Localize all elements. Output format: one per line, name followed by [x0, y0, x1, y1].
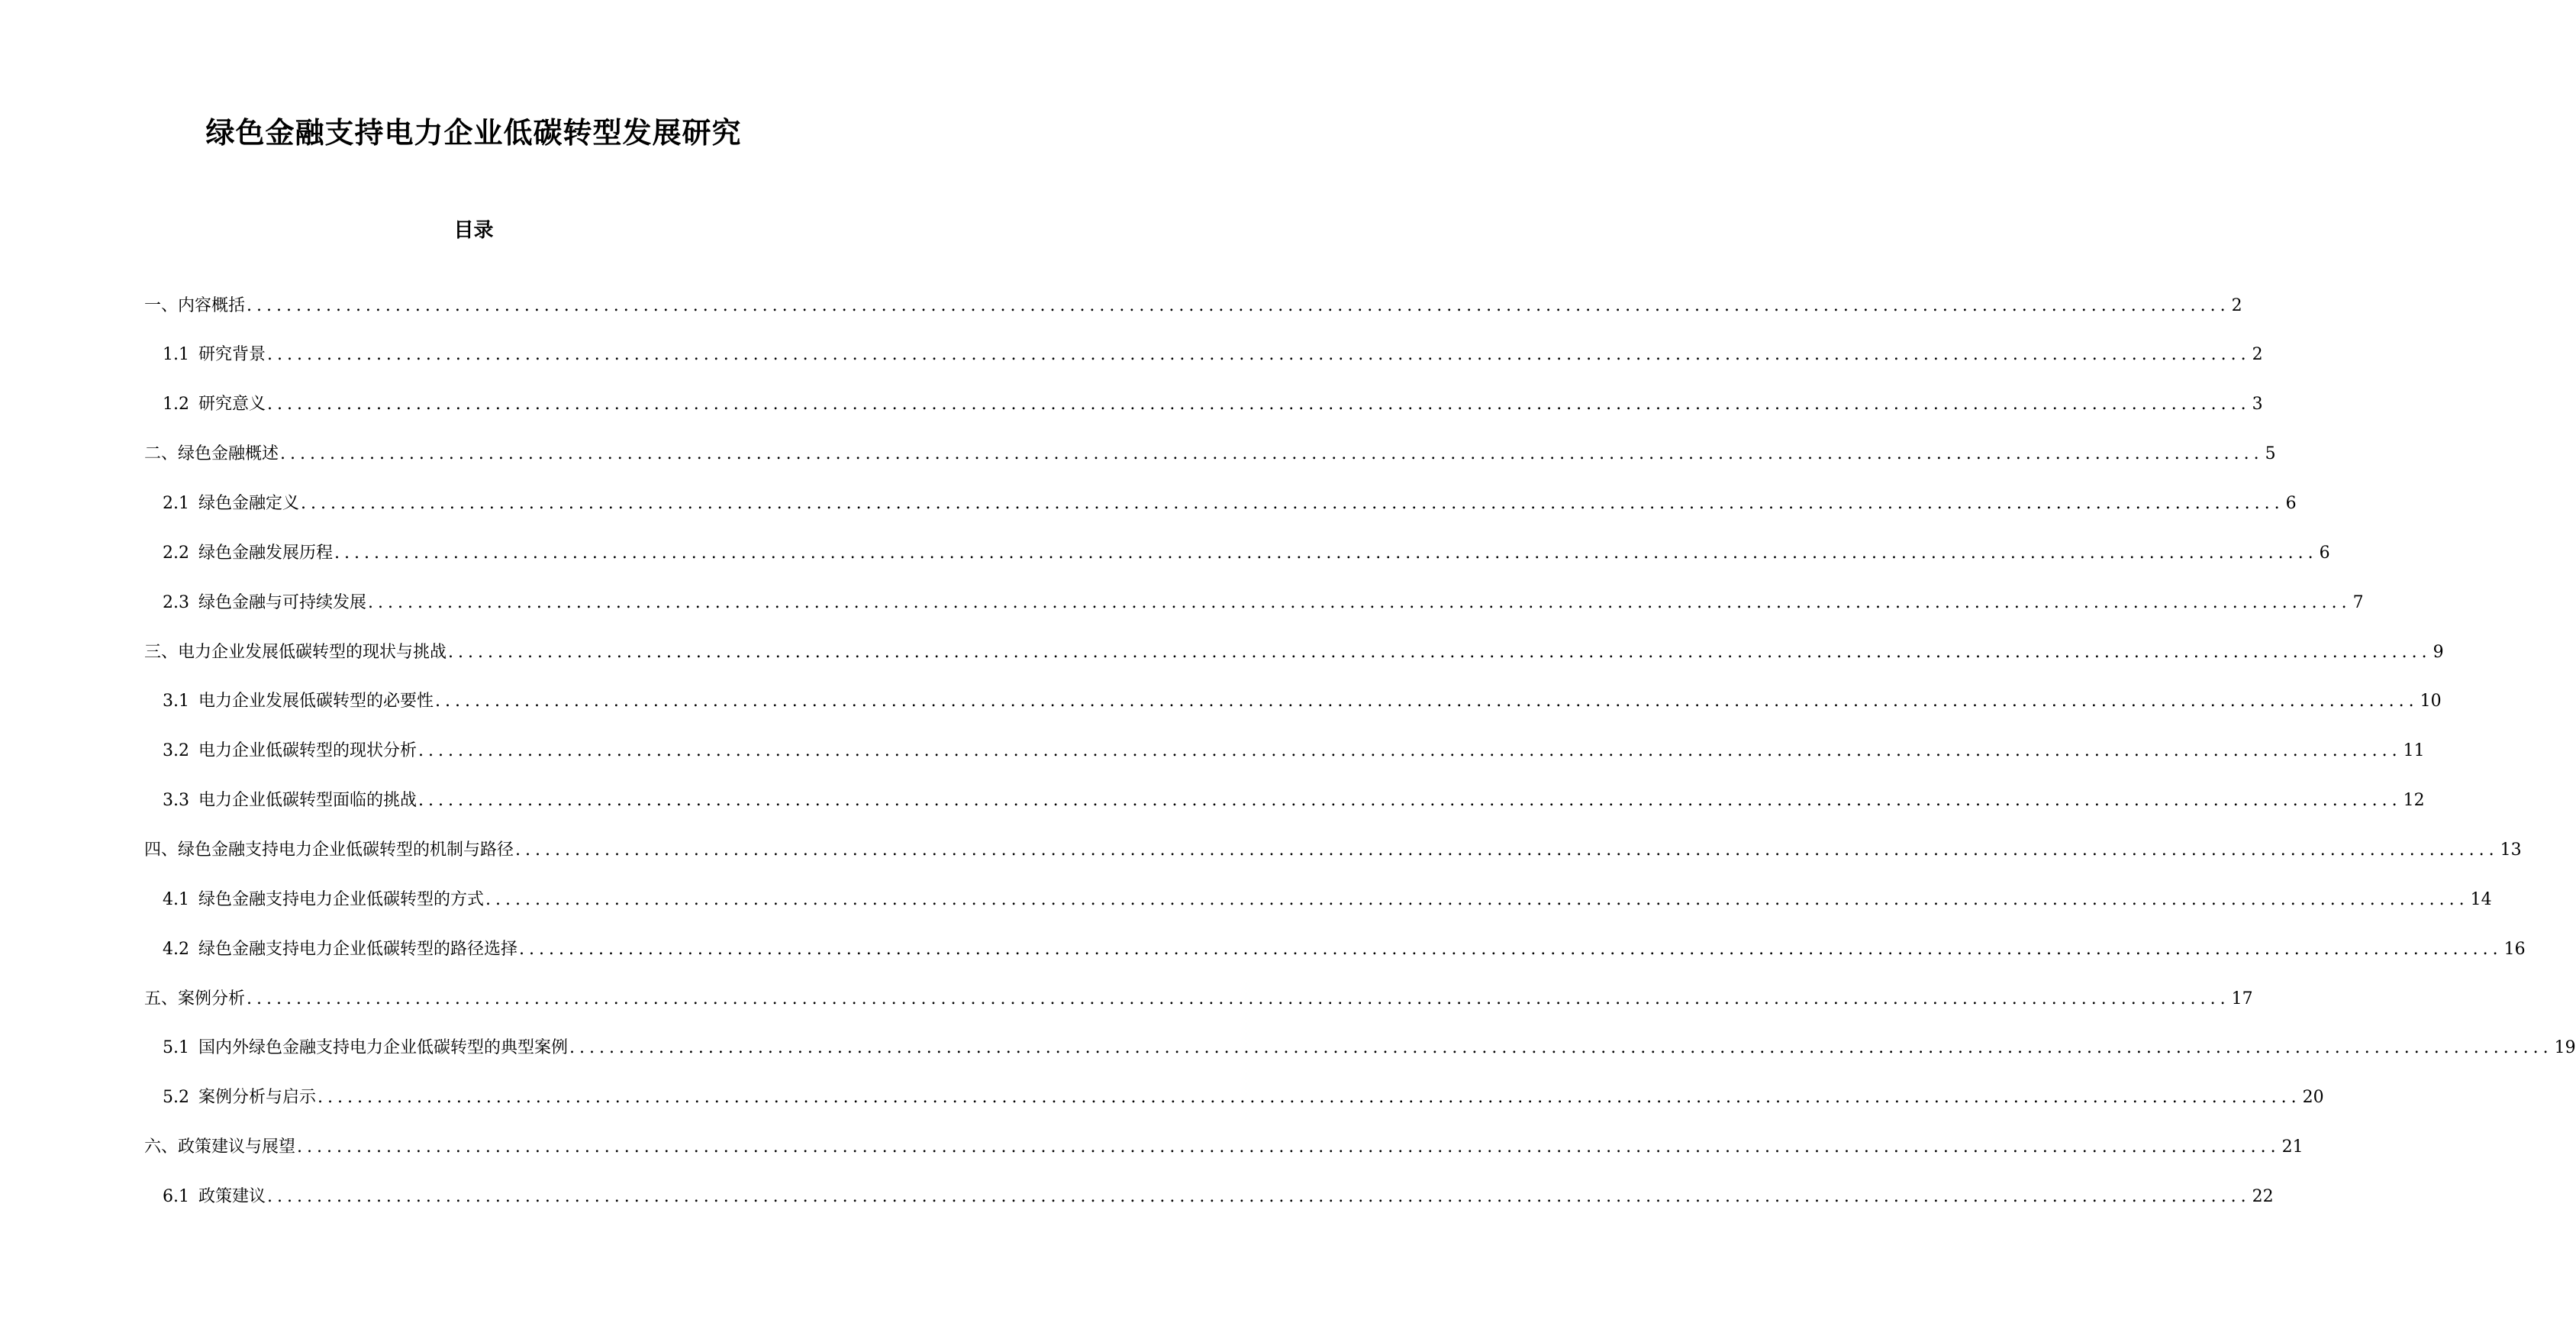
toc-entry[interactable] [163, 492, 2297, 515]
toc-page-number: 2 [2252, 345, 2263, 364]
toc-entry-title: 六、政策建议与展望 [144, 1137, 296, 1157]
toc-dot-leader: ........................................................................................................................................................................................................ [515, 841, 2499, 860]
toc-page-number: 9 [2433, 643, 2444, 662]
toc-section-number: 1.2 [163, 395, 189, 414]
toc-entry[interactable] [144, 641, 2444, 664]
toc-dot-leader: ........................................................................................................................................................................................................ [485, 890, 2469, 909]
toc-page-number: 13 [2500, 841, 2522, 860]
toc-heading: 目录 [453, 219, 494, 242]
toc-section-number: 1.1 [163, 345, 189, 364]
toc-page-number: 3 [2252, 395, 2263, 414]
toc-dot-leader: ........................................................................................................................................................................................................ [267, 395, 2251, 414]
toc-dot-leader: ........................................................................................................................................................................................................ [569, 1038, 2553, 1057]
toc-entry[interactable] [144, 443, 2276, 466]
toc-entry-title: 政策建议 [198, 1187, 266, 1206]
toc-page-number: 6 [2319, 544, 2330, 563]
toc-entry[interactable] [163, 393, 2263, 416]
toc-dot-leader: ........................................................................................................................................................................................................ [247, 296, 2230, 315]
toc-dot-leader: ........................................................................................................................................................................................................ [418, 791, 2402, 810]
toc-page-number: 6 [2285, 494, 2297, 513]
toc-entry-title: 案例分析与启示 [198, 1088, 317, 1107]
toc-entry[interactable] [144, 1136, 2304, 1159]
toc-entry[interactable] [144, 988, 2253, 1011]
toc-dot-leader: ........................................................................................................................................................................................................ [267, 345, 2251, 364]
toc-entry-title: 绿色金融支持电力企业低碳转型的方式 [198, 890, 485, 909]
toc-entry[interactable] [163, 1186, 2274, 1208]
toc-entry[interactable] [163, 542, 2330, 565]
toc-page-number: 12 [2403, 791, 2425, 810]
toc-section-number: 3.2 [163, 741, 189, 760]
toc-entry-title: 一、内容概括 [144, 296, 246, 315]
toc-section-number: 2.2 [163, 544, 189, 563]
toc-entry-title: 研究意义 [198, 395, 266, 414]
toc-entry-title: 绿色金融定义 [198, 494, 300, 513]
toc-dot-leader: ........................................................................................................................................................................................................ [267, 1187, 2251, 1206]
toc-entry[interactable] [163, 889, 2492, 911]
toc-dot-leader: ........................................................................................................................................................................................................ [435, 692, 2419, 711]
toc-section-number: 3.1 [163, 692, 189, 711]
toc-entry-title: 电力企业低碳转型面临的挑战 [198, 791, 418, 810]
toc-dot-leader: ........................................................................................................................................................................................................ [519, 940, 2503, 959]
toc-entry[interactable] [163, 938, 2526, 961]
toc-page-number: 20 [2302, 1088, 2324, 1107]
toc-section-number: 3.3 [163, 791, 189, 810]
toc-entry[interactable] [163, 1086, 2324, 1109]
toc-entry-title: 电力企业低碳转型的现状分析 [198, 741, 418, 760]
toc-section-number: 5.1 [163, 1038, 189, 1057]
toc-dot-leader: ........................................................................................................................................................................................................ [368, 593, 2352, 612]
toc-dot-leader: ........................................................................................................................................................................................................ [418, 741, 2402, 760]
toc-section-number: 4.2 [163, 940, 189, 959]
toc-dot-leader: ........................................................................................................................................................................................................ [448, 643, 2432, 662]
toc-section-number: 5.2 [163, 1088, 189, 1107]
toc-dot-leader: ........................................................................................................................................................................................................ [247, 989, 2230, 1008]
toc-entry-title: 国内外绿色金融支持电力企业低碳转型的典型案例 [198, 1038, 569, 1057]
toc-page-number: 7 [2352, 593, 2364, 612]
toc-page-number: 19 [2554, 1038, 2576, 1057]
toc-entry-title: 二、绿色金融概述 [144, 444, 279, 463]
toc-entry[interactable] [144, 839, 2522, 862]
toc-page-number: 22 [2252, 1187, 2274, 1206]
toc-dot-leader: ........................................................................................................................................................................................................ [318, 1088, 2301, 1107]
toc-section-number: 2.3 [163, 593, 189, 612]
toc-entry-title: 五、案例分析 [144, 989, 246, 1008]
toc-section-number: 4.1 [163, 890, 189, 909]
toc-page-number: 10 [2420, 692, 2442, 711]
toc-entry-title: 绿色金融支持电力企业低碳转型的路径选择 [198, 940, 518, 959]
toc-entry-title: 三、电力企业发展低碳转型的现状与挑战 [144, 643, 447, 662]
toc-dot-leader: ........................................................................................................................................................................................................ [334, 544, 2318, 563]
toc-entry[interactable] [163, 789, 2425, 812]
toc-entry-title: 绿色金融发展历程 [198, 544, 334, 563]
toc-entry[interactable] [144, 295, 2242, 318]
toc-page-number: 2 [2231, 296, 2242, 315]
toc-entry-title: 绿色金融与可持续发展 [198, 593, 367, 612]
toc-page-number: 21 [2281, 1137, 2304, 1157]
toc-page-number: 11 [2403, 741, 2425, 760]
toc-dot-leader: ........................................................................................................................................................................................................ [280, 444, 2264, 463]
document-title: 绿色金融支持电力企业低碳转型发展研究 [205, 116, 742, 150]
toc-entry-title: 电力企业发展低碳转型的必要性 [198, 692, 434, 711]
toc-page-number: 5 [2265, 444, 2276, 463]
toc-dot-leader: ........................................................................................................................................................................................................ [297, 1137, 2281, 1157]
toc-entry[interactable] [163, 1037, 2576, 1060]
toc-entry-title: 四、绿色金融支持电力企业低碳转型的机制与路径 [144, 841, 514, 860]
toc-page-number: 14 [2470, 890, 2492, 909]
toc-entry-title: 研究背景 [198, 345, 266, 364]
toc-section-number: 2.1 [163, 494, 189, 513]
toc-page-number: 16 [2503, 940, 2526, 959]
toc-page-number: 17 [2231, 989, 2253, 1008]
toc-section-number: 6.1 [163, 1187, 189, 1206]
toc-entry[interactable] [163, 740, 2425, 763]
toc-entry[interactable] [163, 344, 2263, 366]
toc-entry[interactable] [163, 690, 2442, 713]
toc-dot-leader: ........................................................................................................................................................................................................ [301, 494, 2284, 513]
toc-entry[interactable] [163, 592, 2364, 615]
